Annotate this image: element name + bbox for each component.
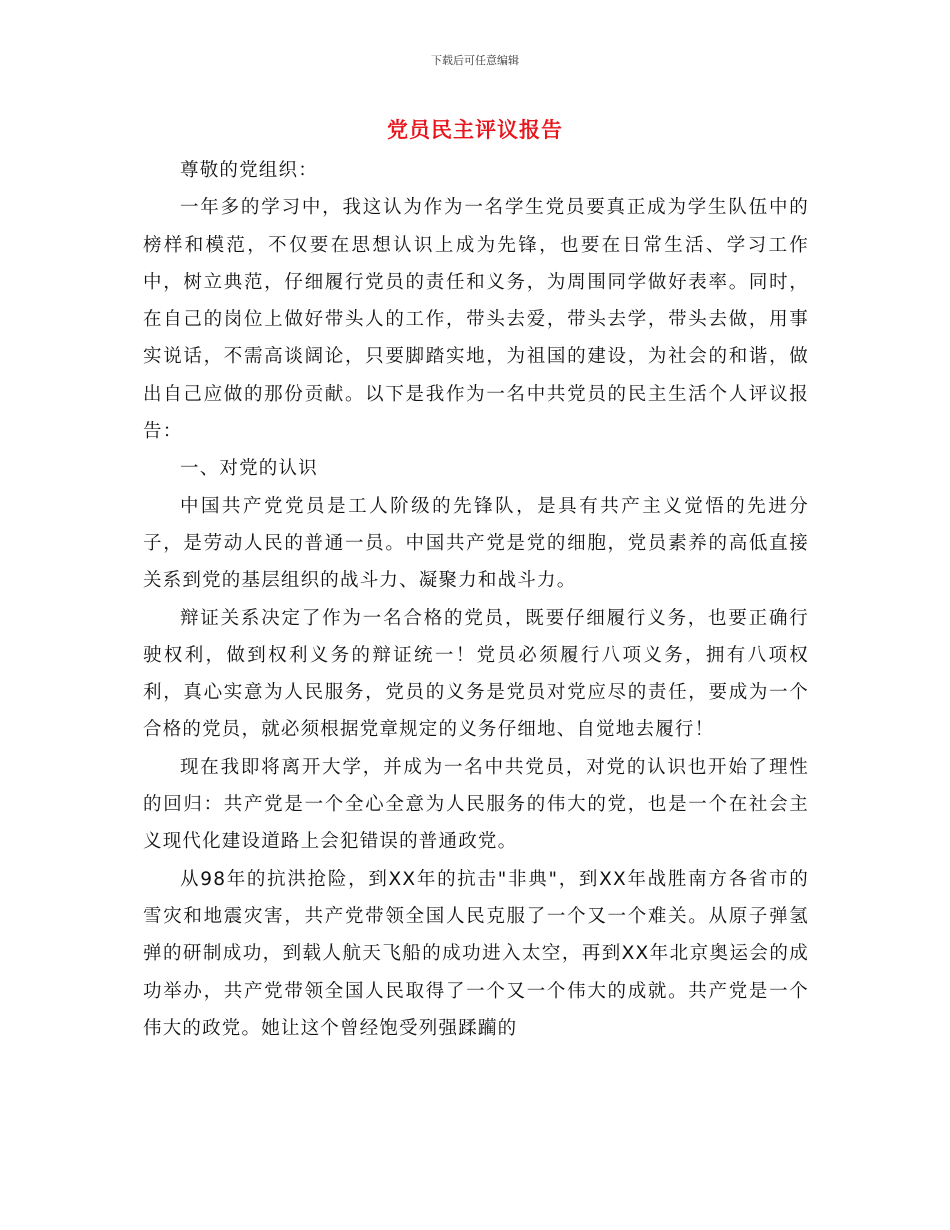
body-paragraph: 辩证关系决定了作为一名合格的党员，既要仔细履行义务，也要正确行驶权利，做到权利义务的辩证统一！党员必须履行八项义务，拥有八项权利，真心实意为人民服务，党员的义务是党员对党应尽的责任，要成为一个合格的党员，就必须根据党章规定的义务仔细地、自觉地去履行！ [143, 607, 809, 741]
salutation-paragraph: 尊敬的党组织： [180, 160, 318, 181]
body-paragraph: 从98年的抗洪抢险，到XX年的抗击"非典"，到XX年战胜南方各省市的雪灾和地震灾害，共产党带领全国人民克服了一个又一个难关。从原子弹氢弹的研制成功，到载人航天飞船的成功进入太空，再到XX年北京奥运会的成功举办，共产党带领全国人民取得了一个又一个伟大的成就。共产党是一个伟大的政党。她让这个曾经饱受列强蹂躏的 [143, 868, 809, 1039]
document-title: 党员民主评议报告 [387, 118, 563, 142]
page-header-note: 下载后可任意编辑 [431, 54, 519, 67]
body-paragraph: 中国共产党党员是工人阶级的先锋队，是具有共产主义觉悟的先进分子，是劳动人民的普通一员。中国共产党是党的细胞，党员素养的高低直接关系到党的基层组织的战斗力、凝聚力和战斗力。 [143, 495, 809, 592]
body-paragraph: 现在我即将离开大学，并成为一名中共党员，对党的认识也开始了理性的回归：共产党是一个全心全意为人民服务的伟大的党，也是一个在社会主义现代化建设道路上会犯错误的普通政党。 [143, 756, 809, 853]
section-heading: 一、对党的认识 [180, 458, 318, 480]
document-body [143, 152, 809, 1047]
body-paragraph: 一年多的学习中，我这认为作为一名学生党员要真正成为学生队伍中的榜样和模范，不仅要在思想认识上成为先锋，也要在日常生活、学习工作中，树立典范，仔细履行党员的责任和义务，为周围同学做好表率。同时，在自己的岗位上做好带头人的工作，带头去爱，带头去学，带头去做，用事实说话，不需高谈阔论，只要脚踏实地，为祖国的建设，为社会的和谐，做出自己应做的那份贡献。以下是我作为一名中共党员的民主生活个人评议报告： [143, 197, 809, 443]
